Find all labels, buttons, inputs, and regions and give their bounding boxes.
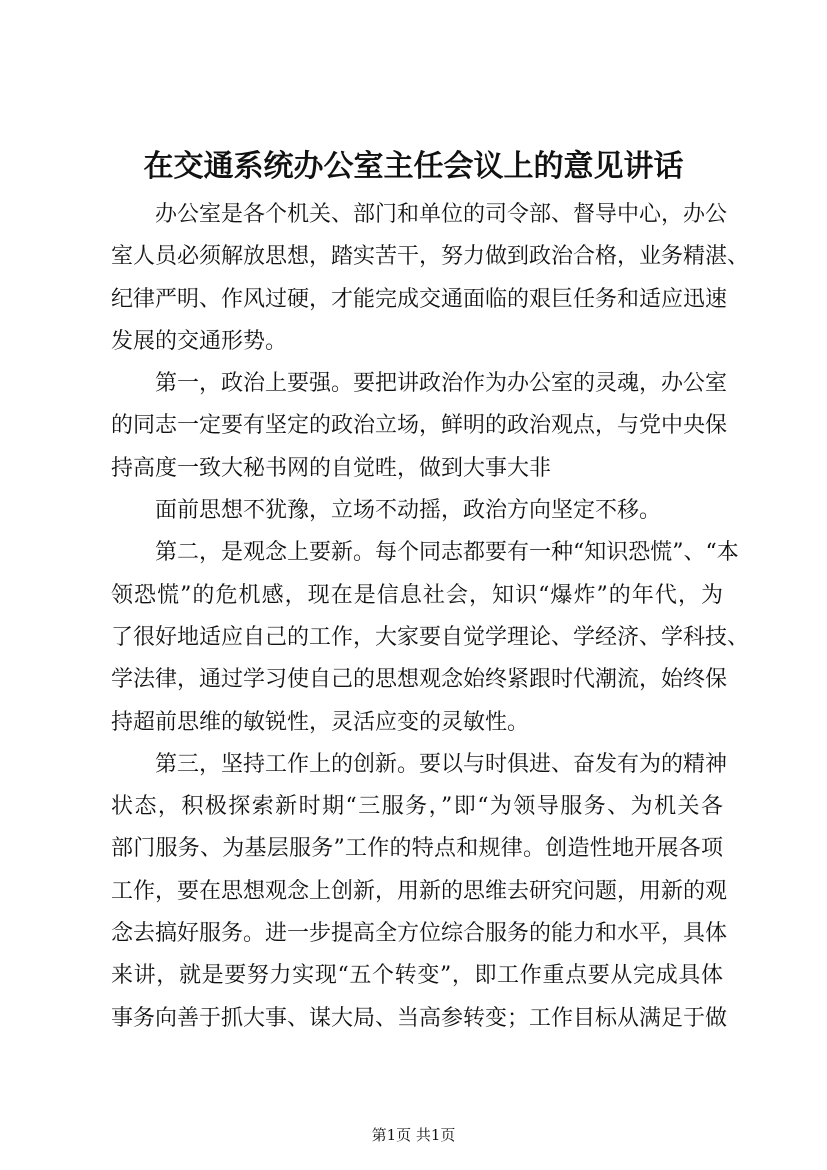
text-line: 第三，坚持工作上的创新。要以与时俱进、奋发有为的精神 (155, 751, 728, 777)
text-line: 事务向善于抓大事、谋大局、当高参转变；工作目标从满足于做 (111, 1005, 728, 1031)
text-line: 领恐慌”的危机感，现在是信息社会，知识“爆炸”的年代，为 (111, 582, 723, 608)
text-line: 学法律，通过学习使自己的思想观念始终紧跟时代潮流，始终保 (111, 667, 728, 693)
text-line: 持高度一致大秘书网的自觉甠，做到大事大非 (111, 455, 552, 481)
text-line: 面前思想不犹豫，立场不动摇，政治方向坚定不移。 (155, 498, 662, 524)
text-line: 状态，积极探索新时期“三服务，”即“为领导服务、为机关各 (111, 794, 723, 820)
page-title: 在交通系统办公室主任会议上的意见讲话 (143, 149, 684, 184)
text-line: 工作，要在思想观念上创新，用新的思维去研究问题，用新的观 (111, 878, 728, 904)
text-line: 第二，是观念上要新。每个同志都要有一种“知识恐慌”、“本 (155, 540, 739, 566)
text-line: 纪律严明、作风过硬，才能完成交通面临的艰巨任务和适应迅速 (111, 286, 728, 312)
text-line: 念去搞好服务。进一步提高全方位综合服务的能力和水平，具体 (111, 921, 728, 947)
text-line: 了很好地适应自己的工作，大家要自觉学理论、学经济、学科技、 (111, 624, 750, 650)
text-line: 的同志一定要有坚定的政治立场，鲜明的政治观点，与党中央保 (111, 413, 728, 439)
document-body (111, 194, 750, 1040)
text-line: 发展的交通形势。 (111, 328, 288, 354)
text-line: 持超前思维的敏锐性，灵活应变的灵敏性。 (111, 709, 530, 735)
text-line: 办公室是各个机关、部门和单位的司令部、督导中心，办公 (155, 202, 728, 227)
text-line: 部门服务、为基层服务”工作的特点和规律。创造性地开展各项 (111, 836, 723, 862)
text-line: 室人员必须解放思想，踏实苦干，努力做到政治合格，业务精湛、 (111, 244, 750, 270)
text-line: 第一，政治上要强。要把讲政治作为办公室的灵魂，办公室 (155, 371, 728, 397)
text-line: 来讲，就是要努力实现“五个转变”，即工作重点要从完成具体 (111, 963, 723, 989)
page-footer: 第1页 共1页 (371, 1126, 456, 1144)
